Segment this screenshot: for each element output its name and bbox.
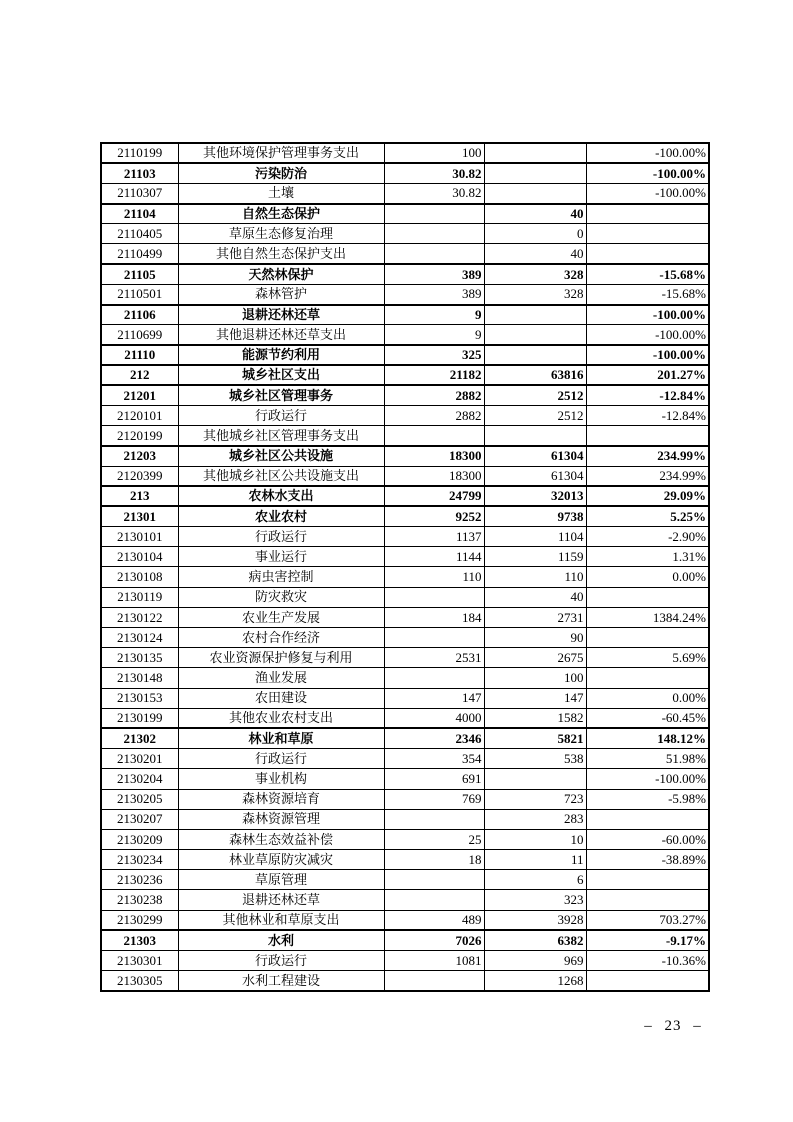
- cell-v1: 9: [384, 325, 484, 345]
- cell-code: 2130236: [101, 870, 178, 890]
- table-row: [101, 870, 709, 890]
- cell-code: 2130101: [101, 527, 178, 547]
- cell-pct: -100.00%: [586, 345, 709, 365]
- cell-v2: 5821: [484, 728, 586, 748]
- cell-v1: 354: [384, 749, 484, 769]
- cell-v1: 389: [384, 284, 484, 304]
- cell-v1: 147: [384, 688, 484, 708]
- cell-v1: 325: [384, 345, 484, 365]
- cell-v1: 2882: [384, 385, 484, 405]
- cell-code: 2130119: [101, 587, 178, 607]
- table-row: [101, 244, 709, 264]
- cell-v1: 9: [384, 305, 484, 325]
- cell-name: 林业和草原: [178, 728, 384, 748]
- cell-v1: 30.82: [384, 163, 484, 183]
- cell-v1: 7026: [384, 930, 484, 950]
- cell-pct: 703.27%: [586, 910, 709, 930]
- section-row: [101, 365, 709, 385]
- cell-name: 其他自然生态保护支出: [178, 244, 384, 264]
- cell-name: 其他农业农村支出: [178, 708, 384, 728]
- cell-name: 自然生态保护: [178, 204, 384, 224]
- cell-code: 2130238: [101, 890, 178, 910]
- cell-v2: 328: [484, 264, 586, 284]
- cell-v2: 147: [484, 688, 586, 708]
- cell-v2: [484, 183, 586, 203]
- cell-name: 病虫害控制: [178, 567, 384, 587]
- cell-v2: 11: [484, 850, 586, 870]
- table-row: [101, 628, 709, 648]
- cell-pct: 148.12%: [586, 728, 709, 748]
- cell-pct: -38.89%: [586, 850, 709, 870]
- cell-pct: -2.90%: [586, 527, 709, 547]
- cell-v2: 40: [484, 244, 586, 264]
- cell-pct: 1384.24%: [586, 607, 709, 627]
- cell-pct: [586, 204, 709, 224]
- cell-v2: 2512: [484, 405, 586, 425]
- cell-pct: 29.09%: [586, 486, 709, 506]
- cell-pct: -60.45%: [586, 708, 709, 728]
- cell-pct: -12.84%: [586, 385, 709, 405]
- cell-v2: 110: [484, 567, 586, 587]
- cell-code: 2130204: [101, 769, 178, 789]
- cell-v1: 2882: [384, 405, 484, 425]
- table-row: [101, 143, 709, 163]
- cell-code: 2130299: [101, 910, 178, 930]
- cell-code: 21104: [101, 204, 178, 224]
- cell-v2: 969: [484, 951, 586, 971]
- cell-name: 农业生产发展: [178, 607, 384, 627]
- cell-pct: 201.27%: [586, 365, 709, 385]
- table-row: [101, 809, 709, 829]
- cell-v2: 0: [484, 224, 586, 244]
- budget-table-body: [101, 143, 709, 991]
- cell-code: 2120101: [101, 405, 178, 425]
- cell-v1: 4000: [384, 708, 484, 728]
- cell-v2: 283: [484, 809, 586, 829]
- cell-pct: [586, 587, 709, 607]
- cell-code: 2130108: [101, 567, 178, 587]
- table-row: [101, 890, 709, 910]
- cell-v2: 1582: [484, 708, 586, 728]
- cell-v2: 40: [484, 587, 586, 607]
- cell-name: 森林资源管理: [178, 809, 384, 829]
- cell-code: 2130207: [101, 809, 178, 829]
- cell-name: 农田建设: [178, 688, 384, 708]
- cell-name: 行政运行: [178, 951, 384, 971]
- table-row: [101, 789, 709, 809]
- cell-v1: [384, 870, 484, 890]
- cell-code: 21103: [101, 163, 178, 183]
- cell-v1: 184: [384, 607, 484, 627]
- cell-name: 森林资源培育: [178, 789, 384, 809]
- budget-table: [100, 142, 710, 992]
- cell-name: 水利工程建设: [178, 971, 384, 991]
- cell-code: 2130135: [101, 648, 178, 668]
- cell-v2: 63816: [484, 365, 586, 385]
- table-row: [101, 951, 709, 971]
- table-row: [101, 405, 709, 425]
- cell-v1: 1137: [384, 527, 484, 547]
- cell-pct: [586, 668, 709, 688]
- cell-name: 森林管护: [178, 284, 384, 304]
- cell-name: 城乡社区公共设施: [178, 446, 384, 466]
- table-row: [101, 971, 709, 991]
- cell-v1: 18: [384, 850, 484, 870]
- cell-v1: 18300: [384, 446, 484, 466]
- cell-pct: [586, 224, 709, 244]
- cell-pct: -5.98%: [586, 789, 709, 809]
- table-row: [101, 567, 709, 587]
- cell-v2: 1268: [484, 971, 586, 991]
- table-row: [101, 466, 709, 486]
- cell-v1: 1144: [384, 547, 484, 567]
- cell-name: 污染防治: [178, 163, 384, 183]
- cell-pct: 5.69%: [586, 648, 709, 668]
- cell-code: 21301: [101, 506, 178, 526]
- table-row: [101, 769, 709, 789]
- cell-code: 213: [101, 486, 178, 506]
- cell-name: 能源节约利用: [178, 345, 384, 365]
- cell-pct: [586, 890, 709, 910]
- cell-name: 城乡社区支出: [178, 365, 384, 385]
- cell-v1: 1081: [384, 951, 484, 971]
- cell-pct: -9.17%: [586, 930, 709, 950]
- section-row: [101, 204, 709, 224]
- cell-v2: [484, 163, 586, 183]
- cell-pct: -100.00%: [586, 769, 709, 789]
- cell-code: 2120199: [101, 426, 178, 446]
- cell-name: 事业运行: [178, 547, 384, 567]
- cell-name: 退耕还林还草: [178, 890, 384, 910]
- cell-code: 21203: [101, 446, 178, 466]
- cell-v1: 489: [384, 910, 484, 930]
- cell-pct: 1.31%: [586, 547, 709, 567]
- cell-name: 事业机构: [178, 769, 384, 789]
- cell-name: 行政运行: [178, 405, 384, 425]
- cell-code: 2110501: [101, 284, 178, 304]
- cell-name: 城乡社区管理事务: [178, 385, 384, 405]
- cell-v2: 1104: [484, 527, 586, 547]
- table-row: [101, 708, 709, 728]
- table-row: [101, 668, 709, 688]
- cell-code: 21105: [101, 264, 178, 284]
- cell-v1: 769: [384, 789, 484, 809]
- table-row: [101, 829, 709, 849]
- cell-code: 2110499: [101, 244, 178, 264]
- cell-code: 2130234: [101, 850, 178, 870]
- cell-pct: -10.36%: [586, 951, 709, 971]
- cell-v1: 18300: [384, 466, 484, 486]
- cell-code: 2130153: [101, 688, 178, 708]
- cell-v2: 2675: [484, 648, 586, 668]
- cell-name: 退耕还林还草: [178, 305, 384, 325]
- cell-pct: -100.00%: [586, 305, 709, 325]
- cell-v1: 9252: [384, 506, 484, 526]
- cell-pct: 0.00%: [586, 688, 709, 708]
- cell-name: 森林生态效益补偿: [178, 829, 384, 849]
- cell-pct: [586, 628, 709, 648]
- cell-pct: -100.00%: [586, 183, 709, 203]
- cell-v1: 25: [384, 829, 484, 849]
- cell-pct: -100.00%: [586, 163, 709, 183]
- cell-v2: 100: [484, 668, 586, 688]
- cell-v1: 21182: [384, 365, 484, 385]
- cell-v2: 328: [484, 284, 586, 304]
- cell-v2: [484, 426, 586, 446]
- table-row: [101, 527, 709, 547]
- section-row: [101, 264, 709, 284]
- cell-code: 2130104: [101, 547, 178, 567]
- cell-code: 2130124: [101, 628, 178, 648]
- table-row: [101, 547, 709, 567]
- cell-v1: 110: [384, 567, 484, 587]
- cell-name: 农业农村: [178, 506, 384, 526]
- cell-v1: [384, 809, 484, 829]
- cell-v2: 32013: [484, 486, 586, 506]
- cell-v1: 2346: [384, 728, 484, 748]
- cell-v1: 389: [384, 264, 484, 284]
- cell-pct: -100.00%: [586, 325, 709, 345]
- section-row: [101, 728, 709, 748]
- cell-v2: [484, 769, 586, 789]
- cell-v2: 61304: [484, 466, 586, 486]
- cell-pct: [586, 809, 709, 829]
- cell-name: 农业资源保护修复与利用: [178, 648, 384, 668]
- cell-code: 21303: [101, 930, 178, 950]
- table-row: [101, 749, 709, 769]
- cell-v2: 1159: [484, 547, 586, 567]
- cell-name: 土壤: [178, 183, 384, 203]
- cell-code: 2130122: [101, 607, 178, 627]
- cell-name: 林业草原防灾减灾: [178, 850, 384, 870]
- cell-code: 2130305: [101, 971, 178, 991]
- cell-pct: [586, 870, 709, 890]
- cell-code: 2120399: [101, 466, 178, 486]
- cell-v2: 6382: [484, 930, 586, 950]
- cell-v1: 100: [384, 143, 484, 163]
- cell-name: 其他林业和草原支出: [178, 910, 384, 930]
- table-row: [101, 607, 709, 627]
- table-row: [101, 688, 709, 708]
- table-row: [101, 587, 709, 607]
- cell-pct: 234.99%: [586, 466, 709, 486]
- cell-v2: 538: [484, 749, 586, 769]
- cell-v1: [384, 890, 484, 910]
- cell-pct: 5.25%: [586, 506, 709, 526]
- table-row: [101, 284, 709, 304]
- cell-v2: 61304: [484, 446, 586, 466]
- cell-v2: 323: [484, 890, 586, 910]
- table-row: [101, 426, 709, 446]
- section-row: [101, 385, 709, 405]
- table-row: [101, 910, 709, 930]
- cell-v2: 723: [484, 789, 586, 809]
- cell-v1: [384, 426, 484, 446]
- cell-v2: 2731: [484, 607, 586, 627]
- cell-v1: 2531: [384, 648, 484, 668]
- cell-v2: [484, 143, 586, 163]
- table-row: [101, 325, 709, 345]
- cell-code: 21106: [101, 305, 178, 325]
- cell-name: 天然林保护: [178, 264, 384, 284]
- cell-name: 其他环境保护管理事务支出: [178, 143, 384, 163]
- cell-name: 其他退耕还林还草支出: [178, 325, 384, 345]
- section-row: [101, 930, 709, 950]
- cell-v2: 40: [484, 204, 586, 224]
- cell-name: 其他城乡社区公共设施支出: [178, 466, 384, 486]
- cell-code: 21201: [101, 385, 178, 405]
- cell-name: 其他城乡社区管理事务支出: [178, 426, 384, 446]
- cell-v1: [384, 224, 484, 244]
- cell-v2: 90: [484, 628, 586, 648]
- page-number: – 23 –: [644, 1018, 702, 1034]
- cell-pct: -15.68%: [586, 284, 709, 304]
- cell-pct: 0.00%: [586, 567, 709, 587]
- section-row: [101, 163, 709, 183]
- cell-v1: 30.82: [384, 183, 484, 203]
- cell-pct: 234.99%: [586, 446, 709, 466]
- cell-v2: 6: [484, 870, 586, 890]
- cell-code: 2130199: [101, 708, 178, 728]
- cell-code: 21110: [101, 345, 178, 365]
- cell-pct: 51.98%: [586, 749, 709, 769]
- cell-v1: [384, 204, 484, 224]
- cell-name: 行政运行: [178, 749, 384, 769]
- cell-v1: [384, 668, 484, 688]
- cell-code: 2110199: [101, 143, 178, 163]
- cell-v2: [484, 305, 586, 325]
- section-row: [101, 506, 709, 526]
- cell-code: 2110405: [101, 224, 178, 244]
- cell-v1: 691: [384, 769, 484, 789]
- cell-code: 2110699: [101, 325, 178, 345]
- cell-code: 2130209: [101, 829, 178, 849]
- cell-v1: [384, 244, 484, 264]
- cell-code: 2110307: [101, 183, 178, 203]
- cell-name: 渔业发展: [178, 668, 384, 688]
- cell-code: 2130201: [101, 749, 178, 769]
- cell-code: 2130301: [101, 951, 178, 971]
- cell-pct: [586, 244, 709, 264]
- section-row: [101, 446, 709, 466]
- cell-code: 2130148: [101, 668, 178, 688]
- cell-v2: 9738: [484, 506, 586, 526]
- cell-v1: [384, 587, 484, 607]
- cell-name: 草原管理: [178, 870, 384, 890]
- cell-pct: -12.84%: [586, 405, 709, 425]
- cell-code: 21302: [101, 728, 178, 748]
- cell-v1: [384, 971, 484, 991]
- cell-name: 行政运行: [178, 527, 384, 547]
- cell-v2: 10: [484, 829, 586, 849]
- cell-name: 农村合作经济: [178, 628, 384, 648]
- table-row: [101, 224, 709, 244]
- cell-v2: 2512: [484, 385, 586, 405]
- cell-pct: [586, 426, 709, 446]
- section-row: [101, 345, 709, 365]
- cell-pct: -100.00%: [586, 143, 709, 163]
- cell-pct: -15.68%: [586, 264, 709, 284]
- cell-v2: [484, 345, 586, 365]
- cell-v1: 24799: [384, 486, 484, 506]
- cell-name: 防灾救灾: [178, 587, 384, 607]
- cell-v2: 3928: [484, 910, 586, 930]
- cell-name: 草原生态修复治理: [178, 224, 384, 244]
- cell-pct: [586, 971, 709, 991]
- table-row: [101, 183, 709, 203]
- cell-pct: -60.00%: [586, 829, 709, 849]
- cell-v1: [384, 628, 484, 648]
- cell-code: 2130205: [101, 789, 178, 809]
- cell-name: 农林水支出: [178, 486, 384, 506]
- table-row: [101, 850, 709, 870]
- cell-code: 212: [101, 365, 178, 385]
- section-row: [101, 486, 709, 506]
- cell-name: 水利: [178, 930, 384, 950]
- table-row: [101, 648, 709, 668]
- cell-v2: [484, 325, 586, 345]
- section-row: [101, 305, 709, 325]
